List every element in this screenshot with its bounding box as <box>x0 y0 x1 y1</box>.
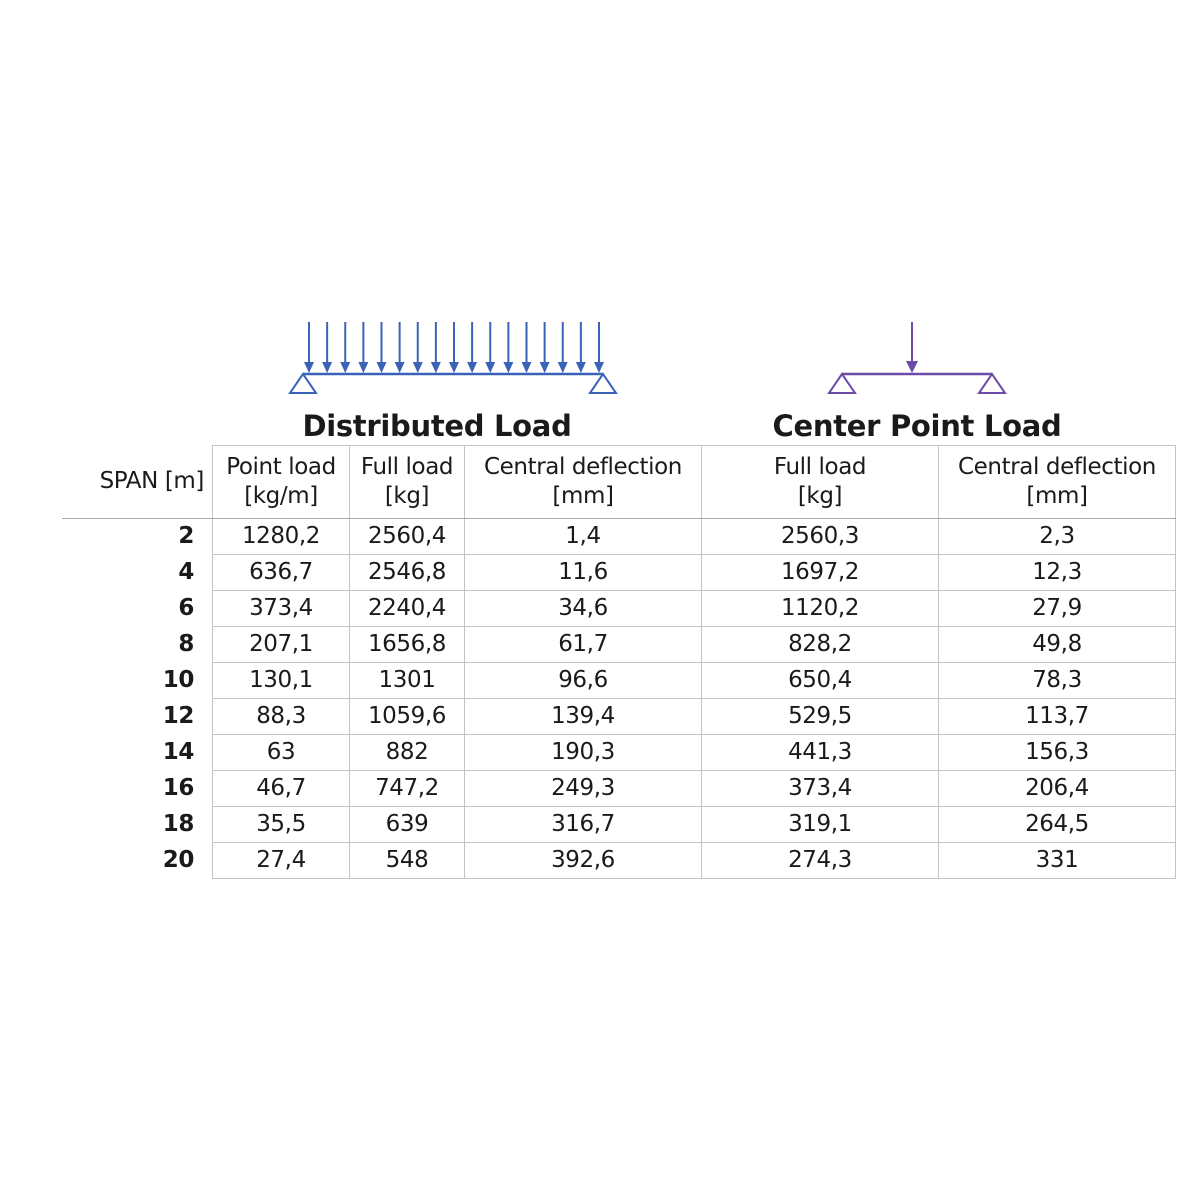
span-header: SPAN [m] <box>62 446 213 519</box>
center-point-load-diagram <box>820 318 1015 398</box>
load-arrow-head <box>413 362 423 373</box>
full-load-cell: 882 <box>350 735 465 771</box>
cp-full-load-header <box>702 446 939 519</box>
cp-deflection-cell: 156,3 <box>939 735 1176 771</box>
support-triangle-right <box>979 374 1005 393</box>
point-load-cell: 63 <box>213 735 350 771</box>
span-cell: 20 <box>162 847 194 873</box>
header-unit: [kg] <box>384 483 430 509</box>
load-arrow-head <box>395 362 405 373</box>
support-triangle-right <box>590 374 616 393</box>
load-arrow-head <box>467 362 477 373</box>
cp-full-load-cell: 2560,3 <box>702 519 939 555</box>
cp-deflection-header <box>939 446 1176 519</box>
table-row <box>62 627 1176 663</box>
point-load-cell: 35,5 <box>213 807 350 843</box>
span-cell: 2 <box>178 523 194 550</box>
full-load-cell: 639 <box>350 807 465 843</box>
full-load-cell: 747,2 <box>350 771 465 807</box>
point-load-cell: 130,1 <box>213 663 350 699</box>
deflection-cell: 34,6 <box>465 591 702 627</box>
deflection-cell: 139,4 <box>465 699 702 735</box>
deflection-cell: 61,7 <box>465 627 702 663</box>
cp-deflection-cell: 264,5 <box>939 807 1176 843</box>
header-unit: [mm] <box>1026 483 1088 509</box>
table-row <box>62 771 1176 807</box>
deflection-cell: 316,7 <box>465 807 702 843</box>
table-row <box>62 807 1176 843</box>
cp-full-load-cell: 650,4 <box>702 663 939 699</box>
cp-full-load-cell: 441,3 <box>702 735 939 771</box>
load-arrow-head <box>576 362 586 373</box>
distributed-load-title: Distributed Load <box>302 409 572 443</box>
table-row <box>62 735 1176 771</box>
load-arrow-head <box>503 362 513 373</box>
table-row <box>62 663 1176 699</box>
load-arrow-head <box>377 362 387 373</box>
point-load-cell: 88,3 <box>213 699 350 735</box>
support-triangle-left <box>829 374 855 393</box>
span-cell: 16 <box>162 775 194 801</box>
load-arrow-head <box>558 362 568 373</box>
center-point-load-title: Center Point Load <box>772 409 1062 443</box>
dist-point-load-header <box>213 446 350 519</box>
span-cell: 18 <box>162 811 194 837</box>
cp-deflection-cell: 49,8 <box>939 627 1176 663</box>
support-triangle-left <box>290 374 316 393</box>
cp-deflection-cell: 78,3 <box>939 663 1176 699</box>
load-arrow-head <box>431 362 441 373</box>
full-load-cell: 2546,8 <box>350 555 465 591</box>
point-load-cell: 27,4 <box>213 843 350 879</box>
cp-deflection-cell: 331 <box>939 843 1176 879</box>
cp-deflection-cell: 113,7 <box>939 699 1176 735</box>
cp-deflection-cell: 12,3 <box>939 555 1176 591</box>
full-load-cell: 1301 <box>350 663 465 699</box>
point-load-arrow-head <box>906 361 918 373</box>
header-label: Central deflection <box>958 454 1156 480</box>
deflection-cell: 392,6 <box>465 843 702 879</box>
table-body <box>62 519 1176 879</box>
full-load-cell: 548 <box>350 843 465 879</box>
table-row <box>62 519 1176 555</box>
load-arrow-head <box>540 362 550 373</box>
full-load-cell: 2560,4 <box>350 519 465 555</box>
span-cell: 6 <box>178 595 194 621</box>
header-unit: [mm] <box>552 483 614 509</box>
load-arrow-head <box>522 362 532 373</box>
cp-full-load-cell: 274,3 <box>702 843 939 879</box>
header-label: Central deflection <box>484 454 682 480</box>
span-cell: 10 <box>162 667 194 693</box>
cp-deflection-cell: 206,4 <box>939 771 1176 807</box>
point-load-cell: 1280,2 <box>213 519 350 555</box>
cp-deflection-cell: 27,9 <box>939 591 1176 627</box>
full-load-cell: 1059,6 <box>350 699 465 735</box>
load-table <box>62 445 1176 879</box>
deflection-cell: 1,4 <box>465 519 702 555</box>
load-arrow-head <box>358 362 368 373</box>
deflection-cell: 190,3 <box>465 735 702 771</box>
load-arrow-head <box>449 362 459 373</box>
span-cell: 12 <box>162 703 194 729</box>
table-row <box>62 843 1176 879</box>
point-load-cell: 207,1 <box>213 627 350 663</box>
cp-full-load-cell: 319,1 <box>702 807 939 843</box>
point-load-cell: 373,4 <box>213 591 350 627</box>
table-row <box>62 591 1176 627</box>
header-label: Full load <box>773 454 867 480</box>
deflection-cell: 249,3 <box>465 771 702 807</box>
load-arrow-head <box>485 362 495 373</box>
cp-full-load-cell: 373,4 <box>702 771 939 807</box>
span-cell: 14 <box>162 739 194 765</box>
header-label: Point load <box>226 454 336 480</box>
deflection-cell: 11,6 <box>465 555 702 591</box>
dist-deflection-header <box>465 446 702 519</box>
cp-full-load-cell: 529,5 <box>702 699 939 735</box>
cp-full-load-cell: 1120,2 <box>702 591 939 627</box>
header-unit: [kg] <box>797 483 843 509</box>
header-row <box>62 446 1176 519</box>
header-label: Full load <box>360 454 454 480</box>
load-arrow-head <box>340 362 350 373</box>
span-cell: 8 <box>178 631 194 657</box>
dist-full-load-header <box>350 446 465 519</box>
table-row <box>62 555 1176 591</box>
header-unit: [kg/m] <box>244 483 318 509</box>
full-load-cell: 1656,8 <box>350 627 465 663</box>
load-arrow-head <box>594 362 604 373</box>
cp-deflection-cell: 2,3 <box>939 519 1176 555</box>
span-cell: 4 <box>178 559 194 585</box>
point-load-cell: 636,7 <box>213 555 350 591</box>
load-arrow-head <box>304 362 314 373</box>
cp-full-load-cell: 828,2 <box>702 627 939 663</box>
deflection-cell: 96,6 <box>465 663 702 699</box>
table-row <box>62 699 1176 735</box>
load-arrow-head <box>322 362 332 373</box>
point-load-cell: 46,7 <box>213 771 350 807</box>
distributed-load-diagram <box>285 318 625 398</box>
full-load-cell: 2240,4 <box>350 591 465 627</box>
cp-full-load-cell: 1697,2 <box>702 555 939 591</box>
